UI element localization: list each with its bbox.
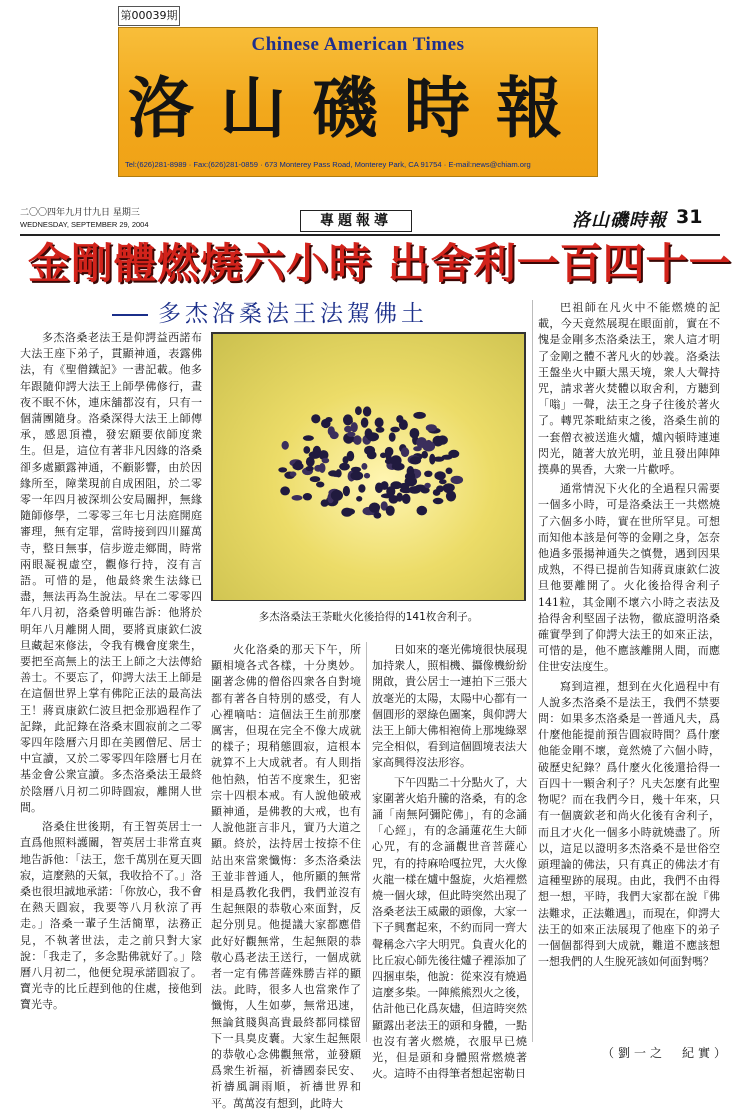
relic-bead — [410, 428, 420, 439]
relic-bead — [350, 471, 363, 480]
article-column-3 — [372, 642, 527, 1081]
date-english: WEDNESDAY, SEPTEMBER 29, 2004 — [20, 220, 149, 229]
relic-bead — [328, 470, 338, 476]
relic-bead — [306, 466, 314, 471]
relic-bead — [389, 432, 396, 441]
relic-bead — [311, 414, 320, 423]
relic-bead — [364, 446, 375, 455]
date-chinese: 二〇〇四年九月廿九日 星期三 — [20, 208, 140, 218]
relic-bead — [422, 441, 435, 451]
relic-bead — [303, 493, 312, 500]
relic-bead — [367, 432, 379, 441]
relic-bead — [278, 467, 287, 472]
article-column-1 — [20, 330, 202, 1030]
relic-bead — [402, 494, 411, 504]
relic-bead — [433, 498, 444, 504]
relic-bead — [355, 406, 362, 415]
issue-number: 第00039期 — [118, 6, 180, 26]
page-number: 31 — [676, 206, 703, 228]
relic-bead — [374, 512, 382, 518]
relic-bead — [413, 412, 426, 419]
relic-bead — [343, 486, 350, 496]
column-divider — [532, 300, 533, 1042]
article-column-4 — [538, 300, 720, 1040]
relic-bead — [290, 471, 297, 476]
relic-bead — [385, 459, 392, 465]
relic-bead — [358, 484, 365, 492]
relic-bead — [407, 466, 415, 477]
relic-bead — [396, 415, 403, 423]
relic-bead — [446, 468, 453, 475]
relic-bead — [386, 506, 395, 516]
paragraph: 日如來的毫光佛境很快展現加持衆人，照相機、攝像機紛紛開啟，貴公居士一連拍下三張大放毫光的太陽，太陽中心都有一個圓形的翠綠色圖案，與仰諤大法王上師大佛相袍倚上那塊綠翠完全相似，看到這個圓境表法大家高興得沒法形容。 — [372, 643, 527, 770]
relic-bead — [369, 503, 380, 513]
relic-bead — [339, 463, 350, 471]
relic-bead — [330, 431, 339, 439]
relic-bead — [381, 481, 389, 490]
relic-bead — [436, 485, 444, 492]
relic-bead — [322, 458, 330, 464]
paragraph: 寫到這裡，想到在火化過程中有人說多杰洛桑不是法王，我們不禁要問：如果多杰洛桑是一普通凡夫，爲什麼他能提前預告圓寂時間？爲什麼他能金剛不壞，竟然燒了六個小時，破歷史紀錄？爲什麼火化後還拾得一百四十一顆舍利子？凡夫怎麼有此聖物呢？而在我們今日，幾十年來，只有一個廣欽老和尚火化後有舍利子，而且才火化一個多小時就燒盡了。所以，這足以證明多杰洛桑不是世俗空頭理論的佛法，只有真正的佛法才有這種聖跡的展現。由此，我們不由得想一想，平時，我們大家都在說『佛法難求，正法難遇』，而現在，仰諤大法王的如來正法展現了他座下的弟子一個個都得到大成就，難道不應該想一想我們的人生脫死該如何面對嗎？ — [538, 679, 720, 969]
subhead-dash — [112, 314, 148, 316]
relic-bead — [353, 435, 361, 445]
relic-bead — [376, 427, 385, 433]
article-subhead-block — [112, 295, 428, 328]
paragraph: 火化洛桑的那天下午，所顯相境各式各樣，十分奧妙。圍著念佛的僧俗四衆各自對境都有著各自特別的感受，有人心裡嘀咕：這個法王生前那麼厲害，但現在完全不像大成就的樣子；現稍態圓寂，這根本就算不上大成就者。有人則指他怕熱，怕苦不度衆生，犯密宗十四根本戒。有人說他破戒顯神通，是佛教的大戒，也有人說他誑言非凡，實乃大道之顯。終於，法持居士按捺不住站出來當衆懺悔：多杰洛桑法王並非普通人，他所顯的無常相是爲教化我們，我們並沒有生起無限的恭敬心來面對，反起分別見。他提議大家都應借此好好觀無常，生起無限的恭敬心爲老法王送行，一個成就者一定有佛菩薩殊勝吉祥的顯法。此時，很多人也當衆作了懺悔，人生如夢，無常迅速，無論貧賤與高貴最終都同樣留下一具臭皮囊。大家生起無限的恭敬心念佛觀無常，並發願爲衆生祈福，祈禱國泰民安、祈禱風調雨順，祈禱世界和平。萬萬沒有想到，此時大 — [211, 643, 361, 1110]
relic-bead — [331, 490, 343, 501]
article-headline: 金剛體燃燒六小時 出舍利一百四十一 — [28, 239, 732, 288]
header-rule — [20, 234, 720, 236]
relic-bead — [451, 476, 464, 484]
relic-bead — [433, 457, 444, 462]
relics-image — [213, 334, 528, 604]
relic-bead — [443, 485, 452, 493]
paragraph: 下午四點二十分點火了，大家圍著火焰升騰的洛桑，有的念誦「南無阿彌陀佛」，有的念誦「心經」，有的念誦蓮花生大師心咒，有的念誦觀世音菩薩心咒，有的持麻哈嘎拉咒，大火像火龍一樣在爐中盤旋，火焰裡燃燒一個火球，但此時突然出現了洛桑老法王威嚴的頭像，大家一下子興奮起來，不約而同一齊大聲稱念六字大明咒。負責火化的比丘寂心師先後往爐子裡添加了四捆車柴，他說：從來沒有燒過這麼多柴。一陣熊熊烈火之後，估計他已化爲灰燼，但這時突然顯露出老法王的頭和身體，一點也沒有著火燃燒，衣服早已燒光，但是頭和身體照常燃燒著火。這時不由得筆者想起密勒日 — [372, 775, 527, 1081]
relic-bead — [426, 424, 437, 431]
relic-bead — [390, 455, 401, 466]
page-brand: 洛山磯時報 — [572, 210, 667, 231]
relic-bead — [282, 441, 289, 450]
relic-bead — [356, 496, 362, 502]
masthead-english-title: Chinese American Times — [251, 34, 465, 55]
relic-bead — [390, 427, 400, 433]
relic-bead — [351, 467, 361, 473]
paragraph: 通常情況下火化的全過程只需要一個多小時，可是洛桑法王一共燃燒了六個多小時，實在世所罕見。可想而知他本該是何等的金剛之身，怎奈他過多張揚神通失之慎覺，遇到因果成熟，不得已提前告知蔣貢康欽仁波旦他要離開了。火化後拾得舍利子141粒，其金剛不壞六小時之表法及拾得舍利堅固子法物，徹底證明洛桑確實學到了仰諤大法王的如來正法，可惜的是，他不應該離開人間，而應住世安法度生。 — [538, 482, 720, 674]
relic-bead — [280, 486, 290, 495]
article-column-2 — [211, 642, 361, 1110]
relic-bead — [363, 406, 371, 416]
photo-caption: 多杰洛桑法王荼毗火化後拾得的141枚舍利子。 — [211, 600, 526, 632]
relic-bead — [415, 485, 426, 491]
relic-bead — [325, 417, 332, 422]
relic-bead — [347, 432, 356, 437]
paragraph: 洛桑住世後期，有王智英居士一直爲他照料護關，智英居士非常直爽地告訴他：「法王，您千萬別在夏天圓寂，這麼熱的天氣，我收拾不了。」洛桑也很坦誠地承諾：「你放心，我不會在熱天圓寂，我要等八月秋涼了再走。」洛桑一輩子生活簡單，法務正見，不執著世法，走之前只對大家說：「我走了，多念點佛就好了。」陰曆八月初二，他便兌現承諾圓寂了。寶光寺的比丘趕到他的住處，接他到寶光寺。 — [20, 820, 202, 1012]
relic-bead — [303, 446, 310, 454]
relic-bead — [434, 471, 445, 480]
relic-bead — [343, 414, 353, 425]
relic-bead — [310, 476, 321, 482]
relic-bead — [347, 451, 355, 461]
relic-bead — [303, 435, 314, 441]
paragraph: 巴祖師在凡火中不能燃燒的記載，今天竟然展現在眼面前，實在不愧是金剛多杰洛桑法王，衆人這才明了金剛之體不著凡火的妙義。洛桑法王盤坐火中顯大黑天境，衆人大聲持咒，請求著火焚體以取舍利，方聽到「嗡」一聲，法王之身子往後於著火了。轉咒茶毗結束之後，洛桑生前的一套僧衣被送進火爐，爐內頓時連連閃光，隨著大放光明，並且發出陣陣撲鼻的異香，大衆一片歡呼。 — [538, 301, 720, 477]
relic-photo — [211, 332, 526, 632]
relic-bead — [417, 506, 428, 516]
relic-bead — [390, 481, 402, 489]
relic-bead — [361, 463, 367, 470]
relic-bead — [316, 482, 324, 488]
relic-bead — [410, 456, 421, 464]
relic-bead — [424, 471, 432, 477]
relic-bead — [401, 447, 409, 457]
masthead-contact: Tel:(626)281-8989 · Fax:(626)281-0859 · 673 Monterey Pass Road, Monterey Park, CA 91754 · E-mail:news@chiam.org — [125, 160, 531, 169]
paragraph: 多杰洛桑老法王是仰諤益西諾布大法王座下弟子，貫顯神通，表露佛法，有《聖僧鐵記》一書記載。他多年跟隨仰諤大法王上師學佛修行，晝夜不眠不休，連床舖都沒有，只有一個蒲團隨身。洛桑深得大法王上師傳承，感恩頂禮，發宏願要依師度衆生。但是，這位有著非凡因緣的洛桑卻多處顯露神通，不顧影響，由於因緣所至，障業現前自成困阻，於二零零一年四月被深圳公安局關押，無緣隨師修學，二零零三年七月法庭開庭審理，無有定罪，當時接到四川羅萬寺，整日無事，信步遊走鄉間，時常兩眼凝視虛空，觀修行持，沒有言語。可惜的是，他最終衆生法緣已盡，無法再為生說法。早在二零零四年八月初，洛桑曾明確告訴：他將於明年八月離開人間，要將貢康欽仁波旦藏起來修法，令我有機會度衆生，要把至高無上的法王上師之大法傳給善士。不要忘了，仰諤大法王上師是在這個世界上掌有佛陀正法的最高法王！蔣貢康欽仁波旦把金那過程作了記錄，此記錄在洛桑末圓寂前之二零零四年陰曆六月即在美國僧尼、居士中宣讀，又於二零零四年陰曆七月在基金會公衆宣讀。多杰洛桑法王最終於陰曆八月初二卯時圓寂，離開人世間。 — [20, 331, 202, 814]
article-byline: （劉一之 紀實） — [602, 1046, 731, 1060]
dateline — [20, 208, 149, 230]
relic-bead — [351, 422, 358, 432]
relic-bead — [424, 483, 430, 489]
relic-bead — [295, 462, 302, 469]
relic-bead — [421, 451, 428, 459]
masthead-chinese-title: 洛山磯時報 — [128, 69, 588, 147]
relic-bead — [361, 418, 369, 428]
relic-bead — [375, 418, 384, 428]
section-label: 專題報導 — [300, 210, 412, 232]
article-subhead: 多杰洛桑法王法駕佛土 — [158, 301, 428, 327]
relic-bead — [319, 463, 326, 473]
relic-bead — [364, 473, 370, 479]
relic-bead — [341, 508, 352, 517]
relic-bead — [292, 495, 303, 501]
masthead — [118, 27, 598, 177]
column-divider — [366, 642, 367, 1042]
relic-bead — [396, 493, 403, 502]
